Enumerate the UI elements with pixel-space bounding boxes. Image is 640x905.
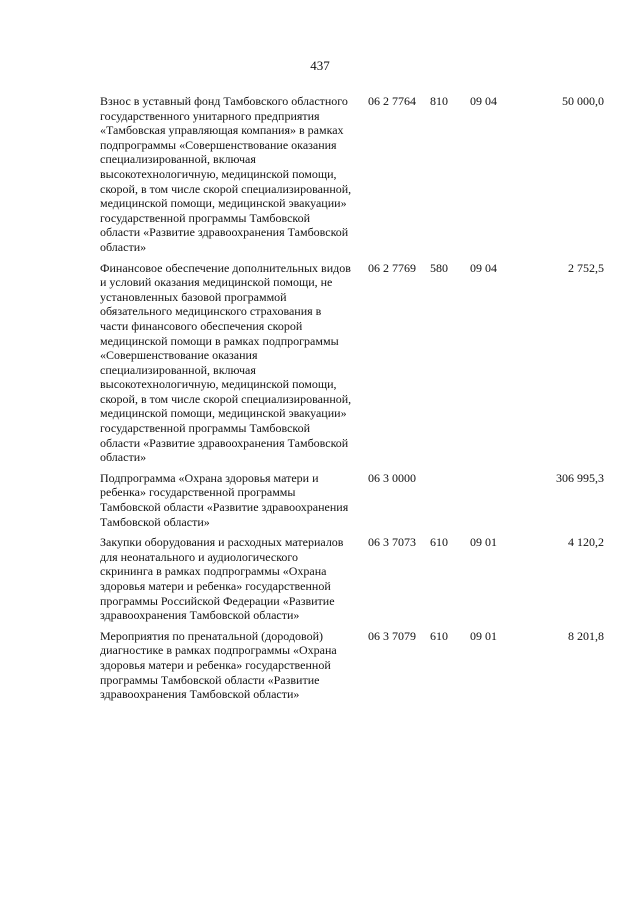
row-description: Взнос в уставный фонд Тамбовского областного государственного унитарного предприятия «Тамбовская управляющая компания» в рамках подпрограммы «Совершенствование оказания специализированной, включая высокотехнологичную, медицинской помощи, скорой, в том числе скорой специализированной, медицинской помощи, медицинской эвакуации» государственной программы Тамбовской области «Развитие здравоохранения Тамбовской области» <box>100 94 352 254</box>
table-row <box>100 261 604 465</box>
row-description: Финансовое обеспечение дополнительных видов и условий оказания медицинской помощи, не установленных базовой программой обязательного медицинского страхования в части финансового обеспечения скорой медицинской помощи в рамках подпрограммы «Совершенствование оказания специализированной, включая высокотехнологичную, медицинской помощи, скорой, в том числе скорой специализированной, медицинской помощи, медицинской эвакуации» государственной программы Тамбовской области «Развитие здравоохранения Тамбовской области» <box>100 260 352 465</box>
row-target-code: 06 2 7769 <box>368 260 416 275</box>
row-expense-type: 580 <box>430 260 448 275</box>
row-section: 09 04 <box>470 260 497 275</box>
row-description: Подпрограмма «Охрана здоровья матери и ребенка» государственной программы Тамбовской области «Развитие здравоохранения Тамбовской области» <box>100 470 349 529</box>
row-expense-type: 810 <box>430 94 448 108</box>
budget-table <box>100 94 604 708</box>
row-target-code: 06 3 7079 <box>368 628 416 643</box>
row-description: Мероприятия по пренатальной (дородовой) диагностике в рамках подпрограммы «Охрана здоровья матери и ребенка» государственной программы Тамбовской области «Развитие здравоохранения Тамбовской области» <box>100 628 337 702</box>
row-target-code: 06 2 7764 <box>368 94 416 108</box>
row-section: 09 01 <box>470 628 497 643</box>
row-section: 09 01 <box>470 535 497 550</box>
table-row <box>100 535 604 623</box>
page-number: 437 <box>310 58 330 73</box>
row-amount: 4 120,2 <box>568 535 604 550</box>
row-amount: 2 752,5 <box>568 260 604 275</box>
row-amount: 306 995,3 <box>556 470 604 485</box>
row-description: Закупки оборудования и расходных материалов для неонатального и аудиологического скрининга в рамках подпрограммы «Охрана здоровья матери и ребенка» государственной программы Российской Федерации «Развитие здравоохранения Тамбовской области» <box>100 535 344 623</box>
row-target-code: 06 3 7073 <box>368 535 416 550</box>
table-row <box>100 471 604 529</box>
table-row <box>100 629 604 702</box>
row-amount: 50 000,0 <box>562 94 604 108</box>
row-amount: 8 201,8 <box>568 628 604 643</box>
table-row <box>100 94 604 255</box>
row-expense-type: 610 <box>430 628 448 643</box>
row-section: 09 04 <box>470 94 497 108</box>
row-target-code: 06 3 0000 <box>368 470 416 485</box>
row-expense-type: 610 <box>430 535 448 550</box>
